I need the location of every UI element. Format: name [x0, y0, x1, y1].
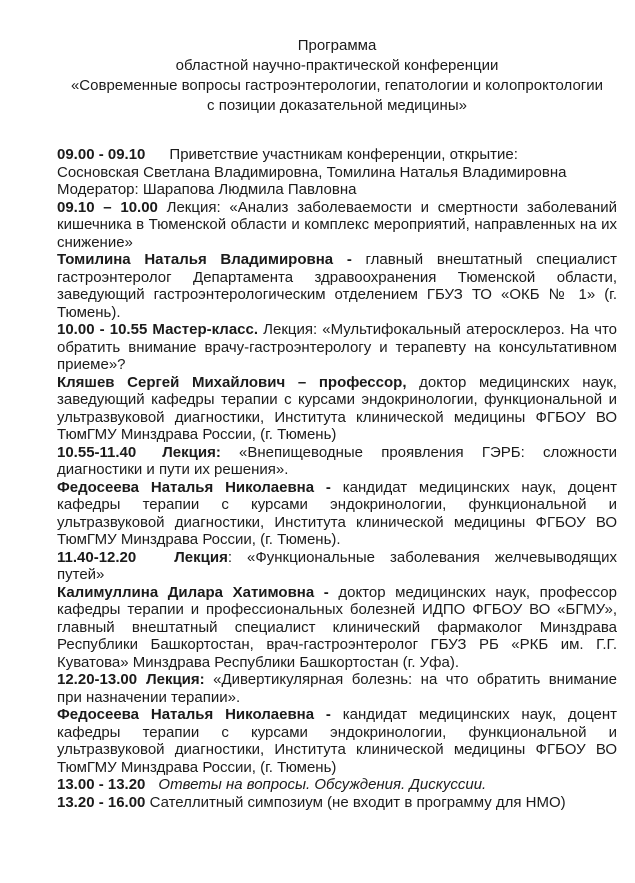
bold-text: Лекция: [174, 548, 228, 566]
text: «Дивертикулярная болезнь: на что обратить внимание при назначении терапии».: [57, 671, 617, 706]
tab-space: [137, 683, 146, 684]
item-1140-1220: [57, 549, 617, 584]
text: кандидат медицинских наук, доцент кафедры терапии с курсами эндокринологии, функциональной и ультразвуковой диагностики, Института клинической медицины ФГБОУ ВО ТюмГМУ Минздрава России, (г. Тюмень).: [57, 478, 617, 548]
bold-text: 13.20 - 16.00: [57, 793, 146, 811]
bold-text: Томилина Наталья Владимировна -: [57, 251, 352, 268]
speaker-kalimullina: [57, 584, 617, 672]
text: кандидат медицинских наук, доцент кафедры терапии с курсами эндокринологии, функциональной и ультразвуковой диагностики, Института клинической медицины ФГБОУ ВО ТюмГМУ Минздрава России, (г. Тюмень): [57, 706, 617, 776]
bold-text: 10.55-11.40: [57, 443, 137, 461]
bold-text: 11.40-12.20: [57, 548, 137, 566]
title-line-4: с позиции доказательной медицины»: [207, 97, 467, 114]
item-0910-1000: [57, 199, 617, 252]
bold-text: 13.00 - 13.20: [57, 776, 146, 793]
italic-text: Ответы на вопросы. Обсуждения. Дискуссии.: [158, 776, 487, 793]
tab-space: [136, 456, 162, 457]
item-1000-1055: [57, 321, 617, 374]
bold-text: 09.00 - 09.10: [57, 146, 146, 163]
speaker-fedoseeva-2: [57, 706, 617, 776]
moderator-line: [57, 181, 617, 199]
bold-text: Кляшев Сергей Михайлович – профессор,: [57, 373, 407, 391]
tab-space: [136, 561, 174, 562]
text: Лекция: «Анализ заболеваемости и смертности заболеваний кишечника в Тюменской области и комплекс мероприятий, направленных на их снижение»: [57, 198, 617, 251]
document-title: [57, 36, 617, 116]
text: Сателлитный симпозиум (не входит в программу для НМО): [145, 793, 566, 811]
text: Лекция: «Мультифокальный атеросклероз. На что обратить внимание врачу-гастроэнтерологу и терапевту на консультативном приеме»?: [57, 321, 617, 373]
bold-text: Федосеева Наталья Николаевна -: [57, 478, 331, 496]
bold-text: 12.20-13.00: [57, 671, 138, 688]
title-line-3: «Современные вопросы гастроэнтерологии, гепатологии и колопроктологии: [70, 77, 604, 94]
text: Модератор: Шарапова Людмила Павловна: [57, 181, 357, 198]
text: Приветствие участникам конференции, открытие:: [169, 146, 518, 163]
bold-text: Федосеева Наталья Николаевна -: [57, 706, 331, 723]
speaker-klyashev: [57, 374, 617, 444]
bold-text: 09.10 – 10.00: [57, 198, 158, 216]
text: Сосновская Светлана Владимировна, Томилина Наталья Владимировна: [57, 163, 567, 181]
text: «Внепищеводные проявления ГЭРБ: сложности диагностики и пути их решения».: [57, 443, 617, 478]
title-line-2: областной научно-практической конференции: [175, 57, 499, 74]
bold-text: Лекция:: [146, 671, 205, 688]
bold-text: 10.00 - 10.55 Мастер-класс.: [57, 321, 259, 338]
speaker-tomilina: [57, 251, 617, 321]
item-0900-0910: [57, 146, 617, 164]
opening-speakers: [57, 164, 617, 182]
bold-text: Калимуллина Дилара Хатимовна -: [57, 583, 329, 601]
schedule: [57, 146, 617, 811]
text: : «Функциональные заболевания желчевыводящих путей»: [57, 548, 617, 583]
item-1055-1140: [57, 444, 617, 479]
text: доктор медицинских наук, профессор кафедры терапии и профессиональных болезней ИДПО ФГБОУ ВО «БГМУ», главный внештатный специалист клинический фармаколог Минздрава Республики Башкортостан, врач-гастроэнтеролог ГБУЗ РБ «РКБ им. Г.Г. Куватова» Минздрава Республики Башкортостан (г. Уфа).: [57, 583, 617, 671]
item-1300-1320: [57, 776, 617, 794]
text: доктор медицинских наук, заведующий кафедры терапии с курсами эндокринологии, функциональной и ультразвуковой диагностики, Института клинической медицины ФГБОУ ВО ТюмГМУ Минздрава России, (г. Тюмень): [57, 373, 617, 443]
tab-space: [145, 158, 169, 159]
tab-space: [145, 788, 158, 789]
title-line-1: Программа: [297, 37, 377, 54]
item-1220-1300: [57, 671, 617, 706]
speaker-fedoseeva-1: [57, 479, 617, 549]
item-1320-1600: [57, 794, 617, 812]
bold-text: Лекция:: [162, 443, 221, 461]
text: главный внештатный специалист гастроэнтеролог Департамента здравоохранения Тюменской области, заведующий гастроэнтерологическим отделением ГБУЗ ТО «ОКБ № 1» (г. Тюмень).: [57, 251, 618, 321]
